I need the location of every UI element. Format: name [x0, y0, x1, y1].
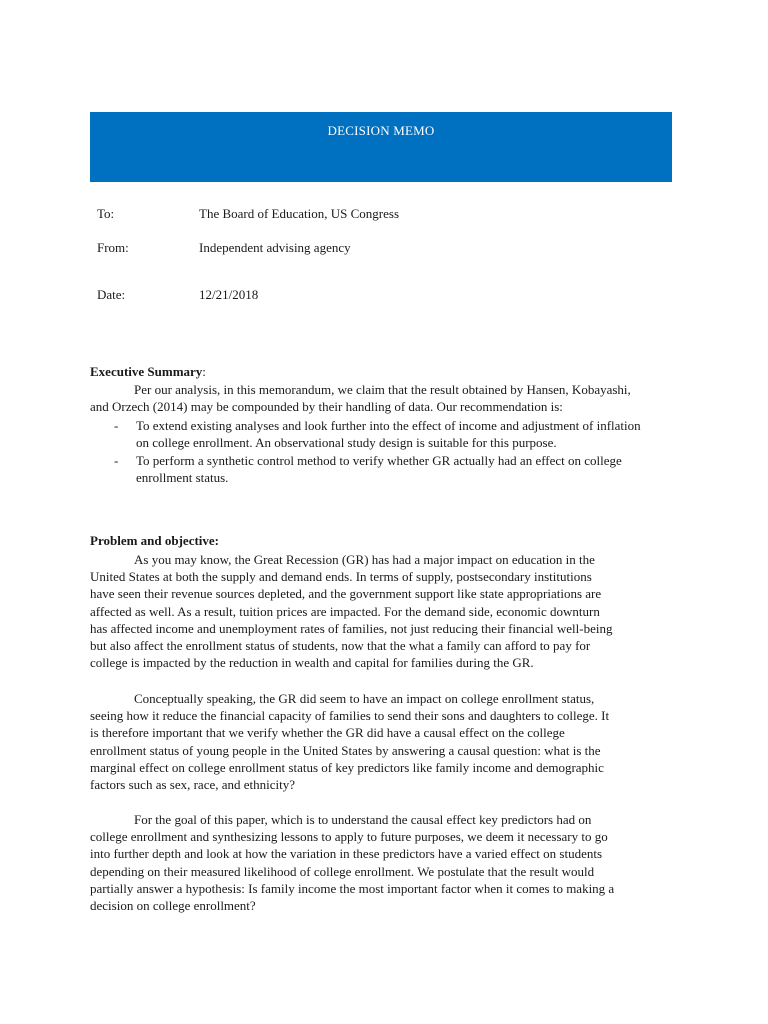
executive-summary-heading: Executive Summary:: [90, 364, 206, 379]
memo-title: DECISION MEMO: [327, 123, 435, 138]
date-label: Date:: [97, 287, 126, 302]
bullet-marker: -: [114, 453, 119, 468]
to-value: The Board of Education, US Congress: [199, 206, 400, 221]
recommendation-item: To extend existing analyses and look further into the effect of income and adjustment of inflation on college enrollment. An observational study design is suitable for this purpose.: [136, 418, 641, 451]
memo-banner: [90, 112, 672, 182]
from-label: From:: [97, 240, 129, 255]
from-value: Independent advising agency: [199, 240, 351, 255]
recommendation-item: To perform a synthetic control method to verify whether GR actually had an effect on college enrollment status.: [136, 453, 622, 486]
to-label: To:: [97, 206, 115, 221]
executive-summary-intro: Per our analysis, in this memorandum, we claim that the result obtained by Hansen, Kobayashi, and Orzech (2014) may be compounded by their handling of data. Our recommendation is:: [90, 382, 631, 415]
problem-paragraph: For the goal of this paper, which is to understand the causal effect key predictors had on college enrollment and synthesizing lessons to apply to future purposes, we deem it necessary to go into further depth and look at how the variation in these predictors have a varied effect on students depending on their measured likelihood of college enrollment. We postulate that the result would partially answer a hypothesis: Is family income the most important factor when it comes to making a decision on college enrollment?: [90, 812, 615, 914]
problem-paragraph: As you may know, the Great Recession (GR) has had a major impact on education in the United States at both the supply and demand ends. In terms of supply, postsecondary institutions have seen their revenue sources depleted, and the government support like state appropriations are affected as well. As a result, tuition prices are impacted. For the demand side, economic downturn has affected income and unemployment rates of families, not just reducing their financial well-being but also affect the enrollment status of students, now that the what a family can afford to pay for college is impacted by the reduction in wealth and capital for families during the GR.: [90, 552, 613, 671]
date-value: 12/21/2018: [199, 287, 259, 302]
problem-heading: Problem and objective:: [90, 533, 220, 548]
bullet-marker: -: [114, 418, 119, 433]
problem-paragraph: Conceptually speaking, the GR did seem to have an impact on college enrollment status, seeing how it reduce the financial capacity of families to send their sons and daughters to college. It is therefore important that we verify whether the GR did have a causal effect on the college enrollment status of young people in the United States by answering a causal question: what is the marginal effect on college enrollment status of key predictors like family income and demographic factors such as sex, race, and ethnicity?: [90, 691, 610, 793]
